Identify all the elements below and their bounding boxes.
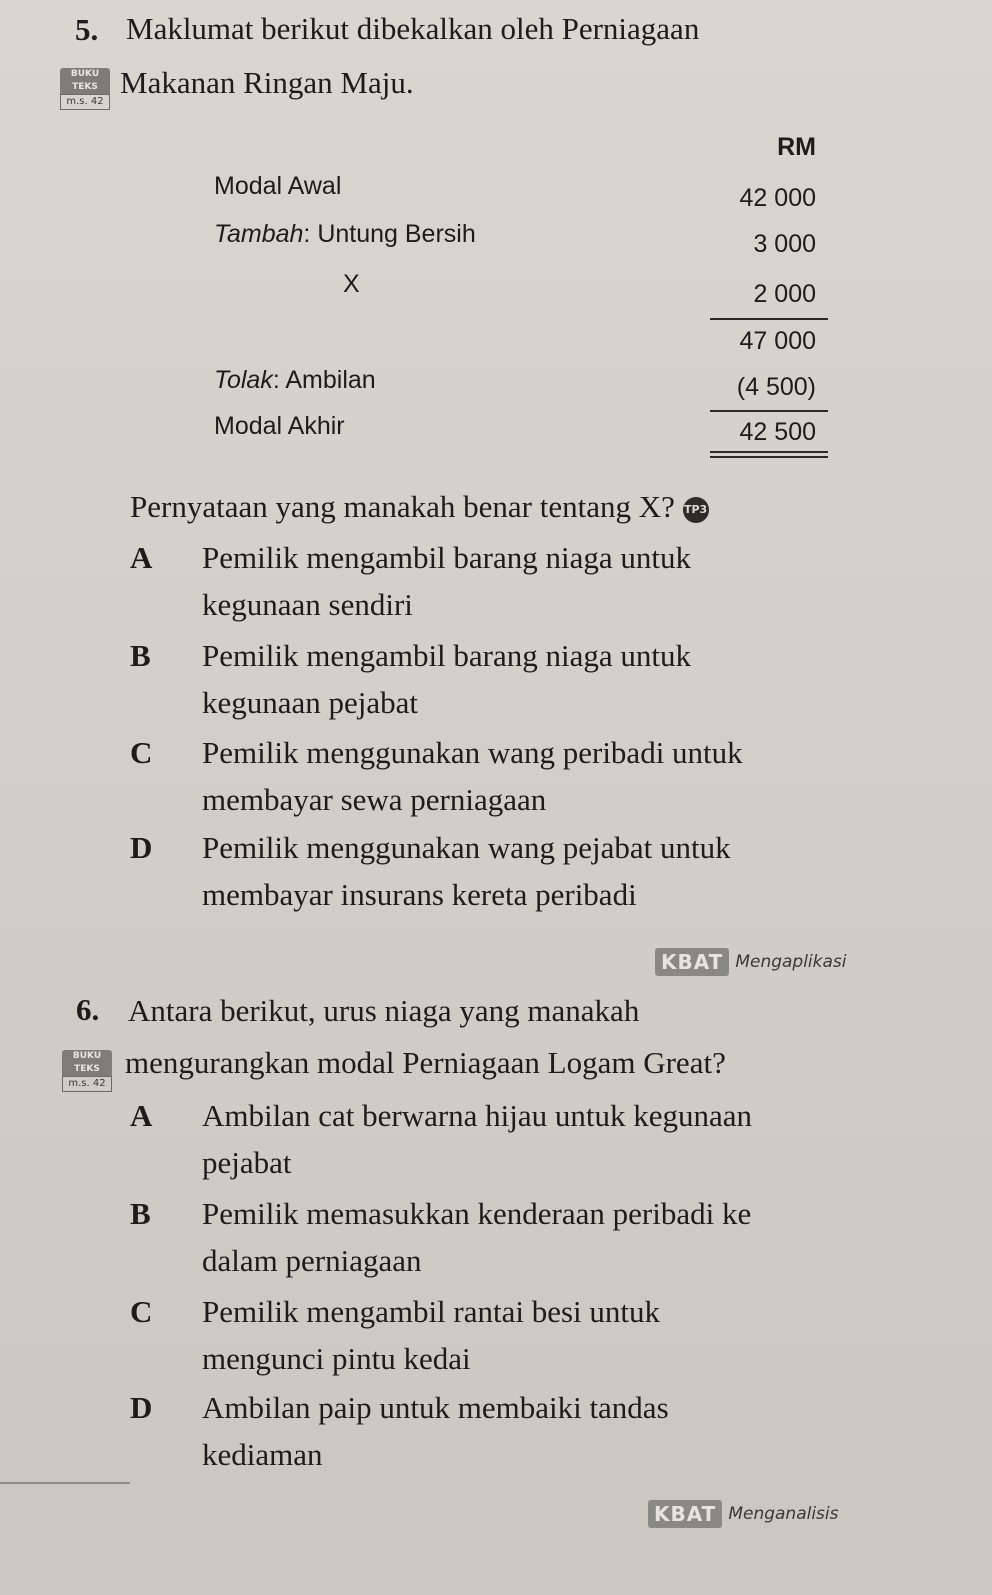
ref-tag-page: m.s. 42 xyxy=(60,94,110,110)
q5-option-d[interactable] xyxy=(130,824,890,918)
q5-option-c[interactable] xyxy=(130,729,890,823)
q6-option-c[interactable] xyxy=(130,1288,890,1382)
q6-stem-line1: Antara berikut, urus niaga yang manakah xyxy=(128,993,640,1028)
option-text-line1: Pemilik memasukkan kenderaan peribadi ke xyxy=(202,1196,752,1231)
option-letter: D xyxy=(130,830,153,865)
kbat-level: Mengaplikasi xyxy=(735,952,847,972)
q5-number: 5. xyxy=(75,12,99,47)
double-rule-top xyxy=(710,451,828,453)
tp3-level-badge: TP3 xyxy=(683,497,709,523)
option-letter: D xyxy=(130,1390,153,1425)
option-letter: B xyxy=(130,1196,151,1231)
option-text-line1: Ambilan cat berwarna hijau untuk kegunaan xyxy=(202,1098,753,1133)
option-text-line2: membayar insurans kereta peribadi xyxy=(202,877,637,912)
option-letter: B xyxy=(130,638,151,673)
kbat-label: KBAT xyxy=(655,948,729,976)
option-text-line1: Pemilik menggunakan wang pejabat untuk xyxy=(202,830,731,865)
option-text-line2: membayar sewa perniagaan xyxy=(202,782,547,817)
q6-stem-line2: mengurangkan modal Perniagaan Logam Great? xyxy=(125,1045,726,1080)
total-rule xyxy=(710,410,828,412)
row-amount-x: 2 000 xyxy=(753,280,816,308)
row-label-ambilan: Tolak: Ambilan xyxy=(214,366,376,394)
q6-kbat-badge xyxy=(648,1500,839,1528)
option-letter: A xyxy=(130,1098,153,1133)
kbat-level: Menganalisis xyxy=(728,1504,839,1524)
ref-tag-label: BUKU TEKS xyxy=(62,1050,112,1076)
q6-number: 6. xyxy=(76,992,100,1027)
ref-tag-label: BUKU TEKS xyxy=(60,68,110,94)
q5-option-b[interactable] xyxy=(130,632,890,726)
option-text-line1: Pemilik mengambil rantai besi untuk xyxy=(202,1294,661,1329)
row-amount-subtotal: 47 000 xyxy=(739,327,816,355)
option-text-line2: kegunaan sendiri xyxy=(202,587,413,622)
option-letter: C xyxy=(130,1294,153,1329)
option-text-line2: kediaman xyxy=(202,1437,323,1472)
q5-option-a[interactable] xyxy=(130,534,890,628)
q5-textbook-ref-tag xyxy=(60,68,110,110)
ref-tag-page: m.s. 42 xyxy=(62,1076,112,1092)
option-text-line1: Pemilik menggunakan wang peribadi untuk xyxy=(202,735,743,770)
kbat-label: KBAT xyxy=(648,1500,722,1528)
q5-question: Pernyataan yang manakah benar tentang X? TP3 xyxy=(130,489,708,524)
q6-textbook-ref-tag xyxy=(62,1050,112,1092)
q6-option-b[interactable] xyxy=(130,1190,890,1284)
q5-stem-line2: Makanan Ringan Maju. xyxy=(120,65,414,100)
margin-divider xyxy=(0,1482,130,1484)
option-text-line2: kegunaan pejabat xyxy=(202,685,419,720)
q6-option-d[interactable] xyxy=(130,1384,890,1478)
option-text-line2: mengunci pintu kedai xyxy=(202,1341,471,1376)
option-letter: C xyxy=(130,735,153,770)
row-amount-modal-akhir: 42 500 xyxy=(739,418,816,446)
option-text-line1: Pemilik mengambil barang niaga untuk xyxy=(202,638,692,673)
row-label-untung-bersih: Tambah: Untung Bersih xyxy=(214,220,476,248)
row-amount-ambilan: (4 500) xyxy=(736,373,816,401)
option-text-line2: dalam perniagaan xyxy=(202,1243,422,1278)
option-text-line2: pejabat xyxy=(202,1145,292,1180)
option-text-line1: Pemilik mengambil barang niaga untuk xyxy=(202,540,692,575)
row-label-x: X xyxy=(343,270,360,298)
row-amount-untung-bersih: 3 000 xyxy=(753,230,816,258)
q6-option-a[interactable] xyxy=(130,1092,890,1186)
subtotal-rule xyxy=(710,318,828,320)
row-label-modal-akhir: Modal Akhir xyxy=(214,412,345,440)
currency-header: RM xyxy=(777,133,816,161)
option-text-line1: Ambilan paip untuk membaiki tandas xyxy=(202,1390,669,1425)
double-rule-bottom xyxy=(710,456,828,458)
q5-kbat-badge xyxy=(655,948,847,976)
option-letter: A xyxy=(130,540,153,575)
q5-stem-line1: Maklumat berikut dibekalkan oleh Perniagaan xyxy=(126,11,700,46)
row-amount-modal-awal: 42 000 xyxy=(739,184,816,212)
row-label-modal-awal: Modal Awal xyxy=(214,172,342,200)
